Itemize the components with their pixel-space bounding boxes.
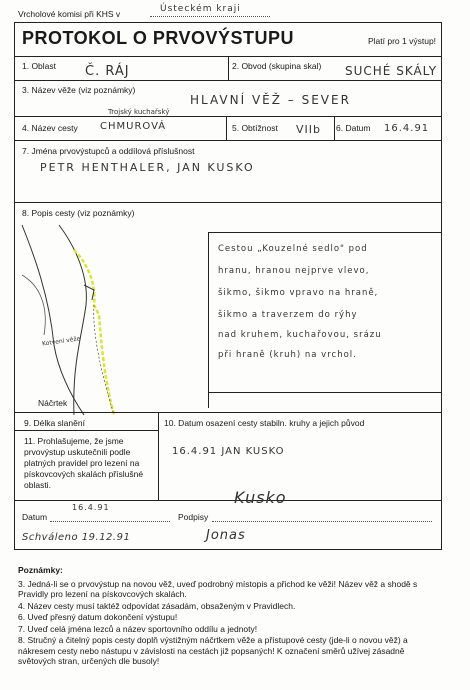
commission-label: Vrcholové komisi při KHS v	[18, 9, 121, 19]
divider	[14, 430, 158, 431]
field-description-label: 8. Popis cesty (viz poznámky)	[22, 208, 135, 218]
field-tower-value: HLAVNÍ VĚŽ – SEVER	[190, 93, 351, 107]
validity-note: Platí pro 1 výstup!	[368, 36, 437, 46]
field-tower-label: 3. Název věže (viz poznámky)	[22, 85, 136, 95]
divider	[14, 116, 442, 117]
commission-line	[150, 16, 270, 17]
description-line: nad kruhem, kuchařovou, srázu	[218, 330, 382, 340]
field-route-value: CHMUROVÁ	[100, 121, 167, 132]
description-line: Cestou „Kouzelné sedlo" pod	[218, 244, 368, 254]
note-item: 7. Uveď celá jména lezců a název sportovního oddílu a jednoty!	[18, 623, 258, 634]
divider	[334, 116, 335, 140]
description-line: šikmo, šikmo vpravo na hraně,	[218, 288, 379, 298]
route-sketch	[14, 215, 214, 415]
date-value: 16.4.91	[72, 503, 110, 512]
divider	[14, 140, 442, 141]
note-item: 6. Uveď přesný datum dokončení výstupu!	[18, 612, 178, 622]
sketch-note: Kotvení věže	[41, 335, 81, 348]
declaration-text: 11. Prohlašujeme, že jsme prvovýstup uskutečnili podle platných pravidel pro lezení na pískovcových skalách příslušné oblasti.	[24, 436, 144, 490]
field-route-note: Trojský kuchařský	[108, 108, 170, 116]
sketch-label: Náčrtek	[38, 398, 68, 408]
field-bolts-label: 10. Datum osazení cesty stabiln. kruhy a jejich původ	[164, 418, 365, 428]
divider	[226, 116, 227, 140]
approval-stamp: Schváleno 19.12.91	[22, 532, 131, 543]
notes-heading: Poznámky:	[18, 565, 63, 575]
description-line: hranu, hranou nejprve vlevo,	[218, 266, 370, 276]
page-title: PROTOKOL O PRVOVÝSTUPU	[22, 28, 295, 48]
date-label: Datum	[22, 512, 48, 522]
divider	[208, 232, 442, 233]
commission-value: Ústeckém kraji	[160, 4, 241, 14]
field-climbers-label: 7. Jména prvovýstupců a oddílová příslušnost	[22, 146, 195, 156]
field-area-value: Č. RÁJ	[85, 64, 130, 79]
field-area-label: 1. Oblast	[22, 61, 57, 71]
note-item: 8. Stručný a čitelný popis cesty doplň výstižným náčrtkem věže a přístupové cesty (jde-li o novou věž) a nákresem cesty nebo nástupu v závislosti na cestách již popsaných! K označení směrů užívej zásadně světových stran, určených dle busoly!	[18, 635, 408, 666]
field-rappel-label: 9. Délka slanění	[24, 418, 85, 428]
note-item: 4. Název cesty musí taktéž odpovídat zásadám, obsaženým v Pravidlech.	[18, 600, 296, 611]
notes-section	[18, 565, 438, 668]
field-grade-label: 5. Obtížnost	[232, 123, 278, 133]
field-date-label: 6. Datum	[336, 123, 371, 133]
divider	[158, 412, 159, 500]
signature-line	[212, 521, 432, 522]
field-climbers-value: PETR HENTHALER, JAN KUSKO	[40, 161, 255, 174]
date-line	[50, 521, 170, 522]
field-route-label: 4. Název cesty	[22, 123, 78, 133]
field-date-value: 16.4.91	[384, 123, 430, 134]
note-item: 3. Jedná-li se o prvovýstup na novou věž, uveď podrobný místopis a přichod ke věži! Název věž a shodě s Pravidly pro lezení na pískovcových skalách.	[18, 578, 418, 599]
divider	[228, 56, 229, 80]
divider	[208, 392, 442, 393]
field-grade-value: VIIb	[296, 123, 321, 136]
description-line: šikmo a traverzem do rýhy	[218, 310, 358, 320]
divider	[14, 80, 442, 81]
approval-signature: Jonas	[206, 528, 246, 543]
divider	[14, 500, 442, 501]
field-district-value: SUCHÉ SKÁLY	[345, 64, 438, 78]
field-district-label: 2. Obvod (skupina skal)	[232, 61, 322, 71]
divider	[14, 412, 442, 413]
description-line: při hraně (kruh) na vrchol.	[218, 350, 357, 360]
field-bolts-value: 16.4.91 JAN KUSKO	[172, 446, 285, 457]
divider	[14, 202, 442, 203]
signatures-label: Podpisy	[178, 512, 209, 522]
signature: Kusko	[234, 488, 287, 507]
